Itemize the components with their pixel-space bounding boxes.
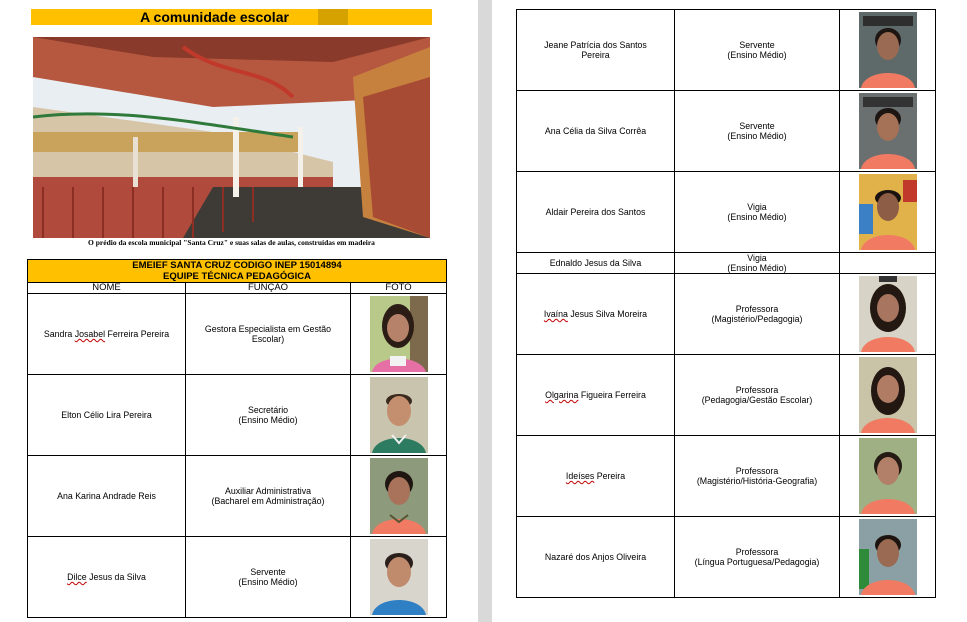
table-header	[28, 260, 447, 283]
table-row	[517, 10, 936, 91]
staff-name: Elton Célio Lira Pereira	[28, 375, 186, 456]
table-row	[28, 294, 447, 375]
staff-photo	[840, 253, 936, 274]
staff-name: Aldair Pereira dos Santos	[517, 172, 675, 253]
staff-photo	[840, 91, 936, 172]
table-row	[28, 375, 447, 456]
staff-table	[27, 259, 447, 618]
table-row	[517, 91, 936, 172]
photo-caption: O prédio da escola municipal "Santa Cruz" e suas salas de aulas, construídas em madeira	[88, 238, 375, 247]
page-gutter	[478, 0, 492, 622]
staff-role: Auxiliar Administrativa (Bacharel em Administração)	[186, 456, 351, 537]
table-header-line1: EMEIEF SANTA CRUZ CODIGO INEP 15014894	[132, 260, 342, 271]
column-header-name: NOME	[28, 283, 186, 294]
staff-role: Vigia (Ensino Médio)	[675, 172, 840, 253]
staff-name: Ednaldo Jesus da Silva	[517, 253, 675, 274]
table-header-line2: EQUIPE TÉCNICA PEDAGÓGICA	[163, 271, 311, 282]
staff-name: Dilce Jesus da Silva	[28, 537, 186, 618]
column-header-role: FUNÇAO	[186, 283, 351, 294]
staff-photo	[351, 375, 447, 456]
staff-role: Professora (Pedagogia/Gestão Escolar)	[675, 355, 840, 436]
staff-role: Servente (Ensino Médio)	[675, 91, 840, 172]
staff-name: Jeane Patrícia dos Santos Pereira	[517, 10, 675, 91]
table-row	[517, 436, 936, 517]
left-page	[0, 0, 478, 622]
staff-photo	[840, 10, 936, 91]
staff-photo	[840, 274, 936, 355]
section-title: A comunidade escolar	[132, 9, 297, 25]
staff-role: Professora (Língua Portuguesa/Pedagogia)	[675, 517, 840, 598]
table-row	[517, 355, 936, 436]
staff-photo	[840, 436, 936, 517]
staff-photo	[840, 517, 936, 598]
staff-name: Sandra Josabel Ferreira Pereira	[28, 294, 186, 375]
staff-photo	[351, 294, 447, 375]
staff-photo	[351, 537, 447, 618]
staff-photo	[351, 456, 447, 537]
table-row	[517, 253, 936, 274]
staff-name: Ideíses Pereira	[517, 436, 675, 517]
staff-name: Ivaína Jesus Silva Moreira	[517, 274, 675, 355]
table-row	[517, 172, 936, 253]
staff-table-continued	[516, 9, 936, 598]
staff-name: Ana Célia da Silva Corrêa	[517, 91, 675, 172]
staff-role: Servente (Ensino Médio)	[186, 537, 351, 618]
section-title-bar	[31, 9, 432, 25]
staff-role: Secretário (Ensino Médio)	[186, 375, 351, 456]
staff-role: Professora (Magistério/História-Geografia)	[675, 436, 840, 517]
staff-name: Ana Karina Andrade Reis	[28, 456, 186, 537]
staff-role: Servente (Ensino Médio)	[675, 10, 840, 91]
staff-name: Nazaré dos Anjos Oliveira	[517, 517, 675, 598]
table-row	[517, 517, 936, 598]
staff-role: Professora (Magistério/Pedagogia)	[675, 274, 840, 355]
staff-name: Olgarina Figueira Ferreira	[517, 355, 675, 436]
staff-role: Gestora Especialista em Gestão Escolar)	[186, 294, 351, 375]
column-header-photo: FOTO	[351, 283, 447, 294]
staff-role: Vigia (Ensino Médio)	[675, 253, 840, 274]
table-row	[28, 456, 447, 537]
staff-photo	[840, 172, 936, 253]
school-building-photo	[33, 37, 430, 238]
table-row	[517, 274, 936, 355]
staff-photo	[840, 355, 936, 436]
table-row	[28, 537, 447, 618]
